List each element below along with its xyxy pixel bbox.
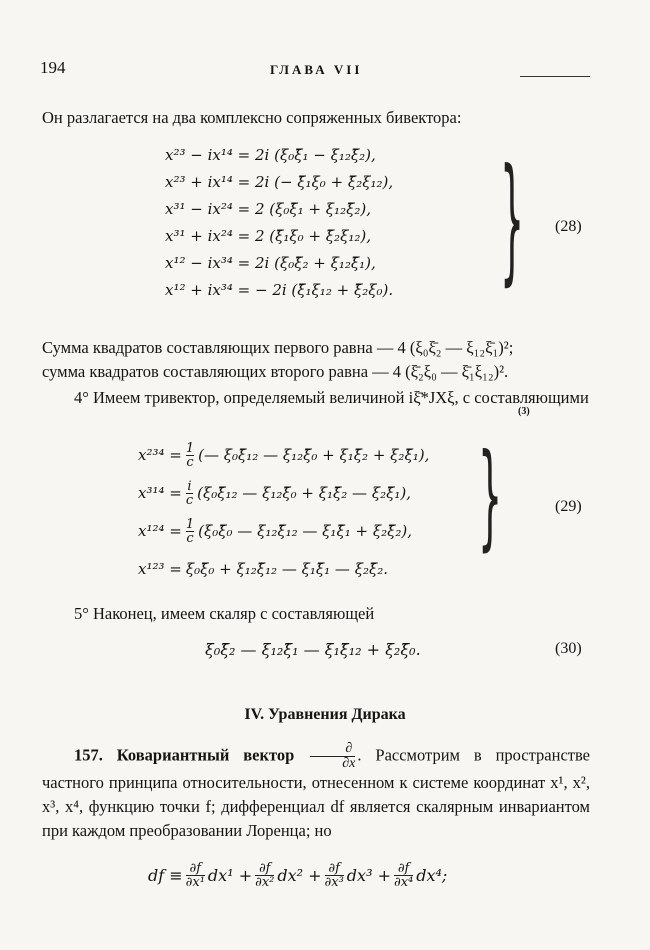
chapter-title: ГЛАВА VII <box>270 62 363 77</box>
frac-den: ∂x² <box>255 875 275 890</box>
eq28-line-2: x²³ + ix¹⁴ = 2i (− ξ̄₁ξ₀ + ξ̄₂ξ₁₂), <box>165 173 394 191</box>
frac-den: c <box>186 454 194 470</box>
trivector-index: (3) <box>518 406 530 417</box>
frac-num: i <box>187 478 192 494</box>
partial-fraction <box>255 862 274 889</box>
page-number: 194 <box>40 58 66 77</box>
intro-paragraph: Он разлагается на два комплексно сопряженных бивектора: <box>42 108 462 127</box>
eq29-line-4 <box>138 550 429 588</box>
differential-term: dx³ + <box>346 866 391 885</box>
paragraph-157-lead: 157. Ковариантный вектор <box>74 745 295 765</box>
eq29-line-3 <box>138 512 429 550</box>
eq29-lhs: x¹²⁴ = <box>138 522 182 540</box>
header-rule <box>520 76 590 77</box>
frac-num: ∂f <box>258 861 271 876</box>
eq29-fraction <box>186 442 194 469</box>
paragraph-157 <box>42 742 590 843</box>
eq29-line-2 <box>138 474 429 512</box>
eq29-lhs: x²³⁴ = <box>138 446 182 464</box>
sum-first: Сумма квадратов составляющих первого равна — 4 (ξ₀ξ̄₂ — ξ₁₂ξ̄₁)²; <box>42 338 514 357</box>
eq29-line-1 <box>138 436 429 474</box>
eq28-line-4: x³¹ + ix²⁴ = 2 (ξ̄₁ξ₀ + ξ̄₂ξ₁₂), <box>165 227 371 245</box>
eq29-lhs: x³¹⁴ = <box>138 484 182 502</box>
frac-num: ∂ <box>345 741 353 756</box>
frac-num: ∂f <box>189 861 202 876</box>
eq29-fraction <box>186 518 194 545</box>
equation-30: ξ₀ξ̄₂ — ξ₁₂ξ̄₁ — ξ₁ξ̄₁₂ + ξ₂ξ̄₀. <box>205 640 421 659</box>
covariant-fraction <box>310 742 355 771</box>
equation-29 <box>138 436 429 588</box>
eq29-lhs: x¹²³ = <box>138 560 182 578</box>
eq28-line-1: x²³ − ix¹⁴ = 2i (ξ₀ξ̄₁ − ξ₁₂ξ̄₂), <box>165 146 376 164</box>
eq29-rhs: (— ξ₀ξ̄₁₂ — ξ₁₂ξ̄₀ + ξ₁ξ̄₂ + ξ₂ξ̄₁), <box>198 446 430 464</box>
equation-number-28: (28) <box>555 218 582 235</box>
eq28-line-5: x¹² − ix³⁴ = 2i (ξ₀ξ̄₂ + ξ₁₂ξ̄₁), <box>165 254 376 272</box>
eq29-fraction <box>186 480 193 507</box>
equation-28 <box>165 142 393 304</box>
frac-den: ∂x⁴ <box>393 875 414 890</box>
eq29-rhs: (ξ₀ξ̄₀ — ξ₁₂ξ̄₁₂ — ξ₁ξ̄₁ + ξ₂ξ̄₂), <box>198 522 412 540</box>
frac-num: ∂f <box>328 861 340 876</box>
differential-term: dx¹ + <box>207 866 253 885</box>
equation-number-30: (30) <box>555 640 582 657</box>
partial-fraction <box>394 862 413 889</box>
differential-lhs: df ≡ <box>148 866 183 885</box>
frac-num: ∂f <box>397 861 410 876</box>
differential-term: dx² + <box>277 866 322 885</box>
equation-number-29: (29) <box>555 498 582 515</box>
eq29-rhs: ξ₀ξ̄₀ + ξ₁₂ξ̄₁₂ — ξ₁ξ̄₁ — ξ₂ξ̄₂. <box>185 560 389 578</box>
partial-fraction <box>325 862 344 889</box>
frac-num: 1 <box>185 440 195 456</box>
trivector-paragraph: 4° Имеем тривектор, определяемый величиной iξ̄*JXξ, с составляющими <box>74 388 589 407</box>
eq28-line-3: x³¹ − ix²⁴ = 2 (ξ₀ξ̄₁ + ξ₁₂ξ̄₂), <box>165 200 371 218</box>
differential-term: dx⁴; <box>416 866 448 885</box>
frac-den: ∂x <box>310 756 355 771</box>
right-brace-28: } <box>500 140 525 299</box>
frac-den: c <box>186 530 194 546</box>
sum-second: сумма квадратов составляющих второго равна — 4 (ξ̄₂ξ₀ — ξ̄₁ξ₁₂)². <box>42 362 509 381</box>
equation-differential <box>148 862 447 889</box>
paragraph-157-text: . Рассмотрим в пространстве частного принципа относительности, отнесенном к системе координат x¹, x², x³, x⁴, функцию точки f; дифференциал df является скалярным инвариантом при каждом преобразовании Лоренца; но <box>42 745 590 840</box>
frac-num: 1 <box>185 516 195 532</box>
partial-fraction <box>186 862 205 889</box>
scalar-paragraph: 5° Наконец, имеем скаляр с составляющей <box>74 604 375 623</box>
right-brace-29: } <box>478 430 503 562</box>
eq28-line-6: x¹² + ix³⁴ = − 2i (ξ̄₁ξ₁₂ + ξ̄₂ξ₀). <box>165 281 394 299</box>
frac-den: c <box>185 492 194 508</box>
frac-den: ∂x³ <box>324 875 344 890</box>
section-title: IV. Уравнения Дирака <box>244 706 406 723</box>
frac-den: ∂x¹ <box>185 875 205 890</box>
eq29-rhs: (ξ₀ξ̄₁₂ — ξ₁₂ξ̄₀ + ξ₁ξ̄₂ — ξ₂ξ̄₁), <box>197 484 411 502</box>
